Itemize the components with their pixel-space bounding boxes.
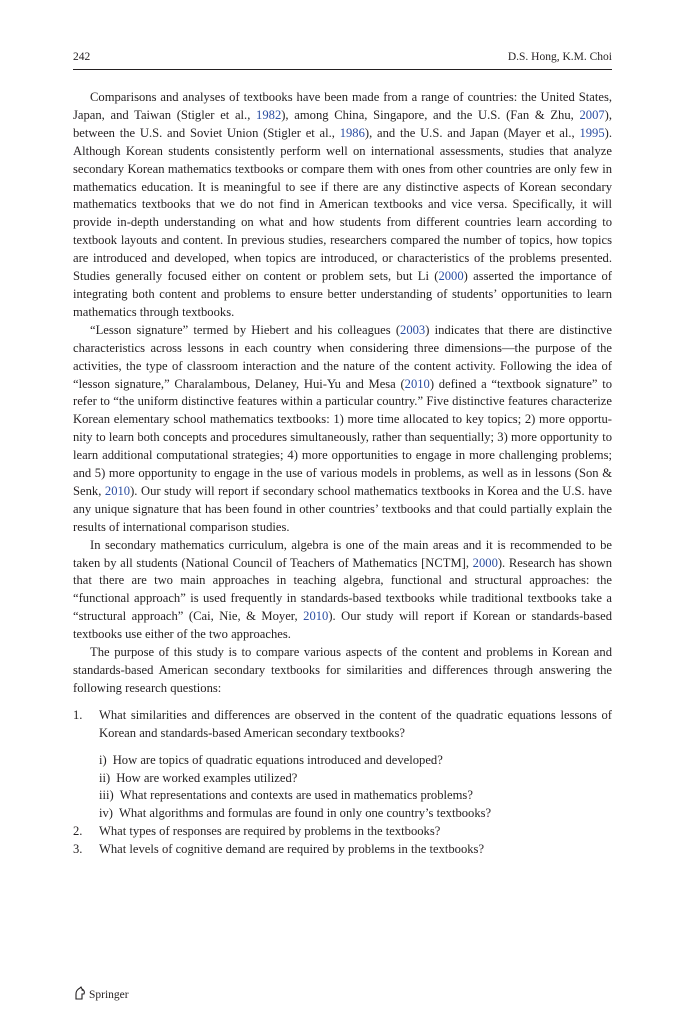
running-header <box>73 51 612 69</box>
text-run: In secondary mathematics curriculum, algebra is one of the main areas and it is recommended to be taken by all students (National Council of Teachers of Mathematics [NCTM], <box>73 537 612 570</box>
question-item <box>73 823 612 841</box>
citation-link[interactable]: 1986 <box>339 125 365 140</box>
text-run: ), among China, Singapore, and the U.S. (Fan & Zhu, <box>281 107 580 122</box>
subquestion-item <box>73 787 612 805</box>
text-run: ) defined a “textbook signature” to refer to “the uniform distinctive features within a particular country.” Five distinctive features characterize Korean elementary school mathematics textbooks: 1) more time allocated to key topics; 2) more opportunity to learn both concepts and procedures simultaneously, rather than sequentially; 3) more opportunity to learn additional computational strategies; 4) more opportunities to engage in more challenging problems; and 5) more opportunity to engage in the use of various models in problems, as well as in lessons (Son & Senk, <box>73 376 612 498</box>
paragraph-1 <box>73 89 612 322</box>
text-run: ). Our study will report if secondary school mathematics textbooks in Korea and the U.S. have any unique signature that has been found in other countries’ textbooks and that could partially explain the results of international comparison studies. <box>73 483 612 534</box>
text-run: ), and the U.S. and Japan (Mayer et al., <box>364 125 580 140</box>
research-questions <box>73 707 612 859</box>
paragraph-4: The purpose of this study is to compare various aspects of the content and problems in Korean and standards-based American secondary textbooks for similarities and differences through answering the following research questions: <box>73 645 612 695</box>
subquestion-item <box>73 770 612 788</box>
subquestion-text: How are topics of quadratic equations introduced and developed? <box>112 752 443 767</box>
subquestion-item <box>73 805 612 823</box>
question-item <box>73 841 612 859</box>
text-run: Comparisons and analyses of textbooks have been made from a range of countries: the United States, Japan, and Taiwan (Stigler et al., <box>73 90 612 122</box>
subquestion-item <box>73 752 612 770</box>
publisher-name: Springer <box>89 988 129 1001</box>
spacer <box>73 698 612 707</box>
text-run: ) asserted the importance of integrating both content and problems to ensure better understanding of students’ opportunities to learn mathematics through textbooks. <box>73 269 613 319</box>
text-run: ). Research has shown that there are two main approaches in teaching algebra, functional and structural approaches: the “functional approach” is used frequently in standards-based textbooks while traditional textbooks take a “structural approach” (Cai, Nie, & Moyer, <box>73 555 612 624</box>
paragraph-3 <box>73 537 612 644</box>
question-text: What levels of cognitive demand are required by problems in the textbooks? <box>99 842 485 857</box>
body-text <box>73 89 612 859</box>
text-run: ) indicates that there are distinctive characteristics across lessons in each country when considering three dimensions—the purpose of the activities, the type of classroom interaction and the nature of the content activity. Following the idea of “lesson signature,” Charalambous, Delaney, Hui-Yu and Mesa ( <box>73 322 612 391</box>
citation-link[interactable]: 2010 <box>404 376 430 391</box>
text-run: ). Although Korean students consistently perform well on international assessments, studies that analyze secondary Korean mathematics textbooks or compare them with ones from other countries are only few in mathematics education. It is meaningful to see if there are any distinctive aspects of Korean secondary mathematics textbooks that we do not find in American textbooks and vice versa. Specifically, it will provide in-depth understanding on what and how students from different countries learn according to textbook layouts and content. In previous studies, researchers compared the number of topics, how topics are introduced and developed, when topics are introduced, or characteristics of the problems presented. Studies generally focused either on content or problem sets, but Li ( <box>73 125 612 284</box>
springer-horse-icon <box>73 986 89 1003</box>
citation-link[interactable]: 2000 <box>472 555 498 570</box>
subquestion-number: iii) <box>99 788 114 803</box>
subquestion-number: i) <box>99 752 107 767</box>
subquestion-text: What algorithms and formulas are found in only one country’s textbooks? <box>119 806 492 821</box>
subquestion-number: iv) <box>99 806 113 821</box>
question-text: What types of responses are required by problems in the textbooks? <box>99 824 441 839</box>
text-run: ), between the U.S. and Soviet Union (Stigler et al., <box>73 107 612 140</box>
spacer <box>73 743 612 752</box>
citation-link[interactable]: 2010 <box>104 483 131 498</box>
citation-link[interactable]: 1982 <box>256 107 282 122</box>
citation-link[interactable]: 1995 <box>579 125 605 140</box>
running-header-authors: D.S. Hong, K.M. Choi <box>507 51 612 63</box>
question-item <box>73 707 612 743</box>
subquestion-text: What representations and contexts are used in mathematics problems? <box>119 788 473 803</box>
text-run: ). Our study will report if Korean or standards-based textbooks use either of the two approaches. <box>73 609 612 642</box>
text-run: “Lesson signature” termed by Hiebert and his colleagues ( <box>90 322 401 337</box>
question-number: 3. <box>73 842 83 857</box>
header-rule <box>73 69 612 70</box>
citation-link[interactable]: 2000 <box>438 269 464 284</box>
page-number: 242 <box>73 51 91 63</box>
question-text: What similarities and differences are observed in the content of the quadratic equations lessons of Korean and standards-based American secondary textbooks? <box>99 707 612 740</box>
paragraph-2 <box>73 322 612 537</box>
subquestion-text: How are worked examples utilized? <box>116 770 298 785</box>
question-number: 1. <box>73 707 83 722</box>
citation-link[interactable]: 2003 <box>400 322 426 337</box>
subquestion-number: ii) <box>99 770 111 785</box>
citation-link[interactable]: 2007 <box>579 107 605 122</box>
citation-link[interactable]: 2010 <box>303 609 329 624</box>
question-number: 2. <box>73 824 83 839</box>
page-footer <box>73 986 129 1003</box>
